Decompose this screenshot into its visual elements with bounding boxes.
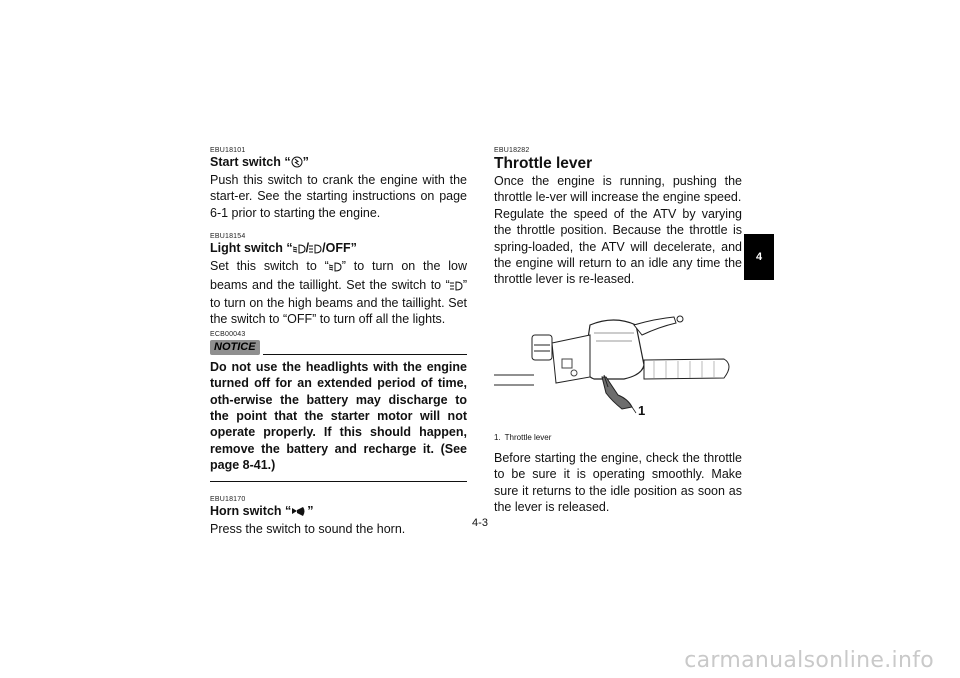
light-switch-body	[210, 258, 467, 328]
throttle-para-2: Regulate the speed of the ATV by varying the throttle position. Because the throttle is spring-loaded, the ATV will decelerate, and the engine will return to an idle any time the throttle lever is re-leased.	[494, 206, 742, 287]
heading-separator: /	[305, 241, 310, 256]
section-code: EBU18101	[210, 147, 246, 154]
notice-badge: NOTICE	[210, 340, 260, 355]
body-part: ” to turn on the high beams and the taillight. Set the switch to “OFF” to turn off all the lights.	[210, 277, 467, 327]
throttle-para-3: Before starting the engine, check the throttle to be sure it is operating smoothly. Make sure it returns to the idle position as soon as the lever is released.	[494, 450, 742, 515]
caption-number: 1.	[494, 432, 501, 442]
start-switch-body: Push this switch to crank the engine with the start-er. See the starting instructions on page 6-1 prior to starting the engine.	[210, 173, 467, 220]
horn-switch-body: Press the switch to sound the horn.	[210, 521, 406, 536]
low-beam-icon	[293, 243, 306, 258]
notice-rule	[263, 354, 467, 355]
throttle-lever-heading: Throttle lever	[494, 155, 593, 172]
notice-header	[210, 340, 467, 355]
page-number: 4-3	[472, 517, 488, 529]
caption-text: Throttle lever	[504, 432, 552, 442]
high-beam-icon	[450, 279, 463, 295]
heading-prefix: Horn switch “	[210, 503, 292, 518]
body-part: Set this switch to “	[210, 259, 329, 274]
left-column	[210, 147, 467, 537]
chapter-tab: 4	[744, 234, 774, 280]
low-beam-icon	[329, 260, 342, 276]
section-code: EBU18170	[210, 495, 246, 503]
section-code: EBU18154	[210, 233, 246, 241]
high-beam-icon	[309, 243, 322, 258]
heading-suffix: ”	[302, 155, 309, 169]
heading-prefix: Start switch “	[210, 155, 291, 169]
light-switch-heading	[210, 241, 467, 258]
start-switch-heading	[210, 155, 467, 172]
heading-suffix: ”	[307, 503, 314, 518]
throttle-lever-figure	[494, 315, 742, 425]
section-code: EBU18282	[494, 147, 530, 154]
notice-code: ECB00043	[210, 330, 246, 338]
handlebar-illustration	[494, 315, 742, 425]
start-switch-icon	[291, 156, 303, 172]
heading-prefix: Light switch “	[210, 241, 293, 256]
figure-caption	[494, 433, 742, 442]
throttle-para-1: Once the engine is running, pushing the throttle le-ver will increase the engine speed.	[494, 174, 742, 205]
notice-text: Do not use the headlights with the engine turned off for an extended period of time, oth-erwise the battery may discharge to the point that the starter motor will not operate properly. If this should happen, remove the battery and recharge it. (See page 8-41.)	[210, 359, 467, 473]
heading-suffix: /OFF”	[322, 241, 357, 256]
notice-end-rule	[210, 481, 467, 482]
body-part: ” to turn on the low beams and the taillight. Set the switch to “	[210, 259, 467, 292]
watermark: carmanualsonline.info	[684, 648, 934, 673]
figure-callout-number: 1	[638, 402, 646, 418]
right-column	[494, 147, 742, 515]
